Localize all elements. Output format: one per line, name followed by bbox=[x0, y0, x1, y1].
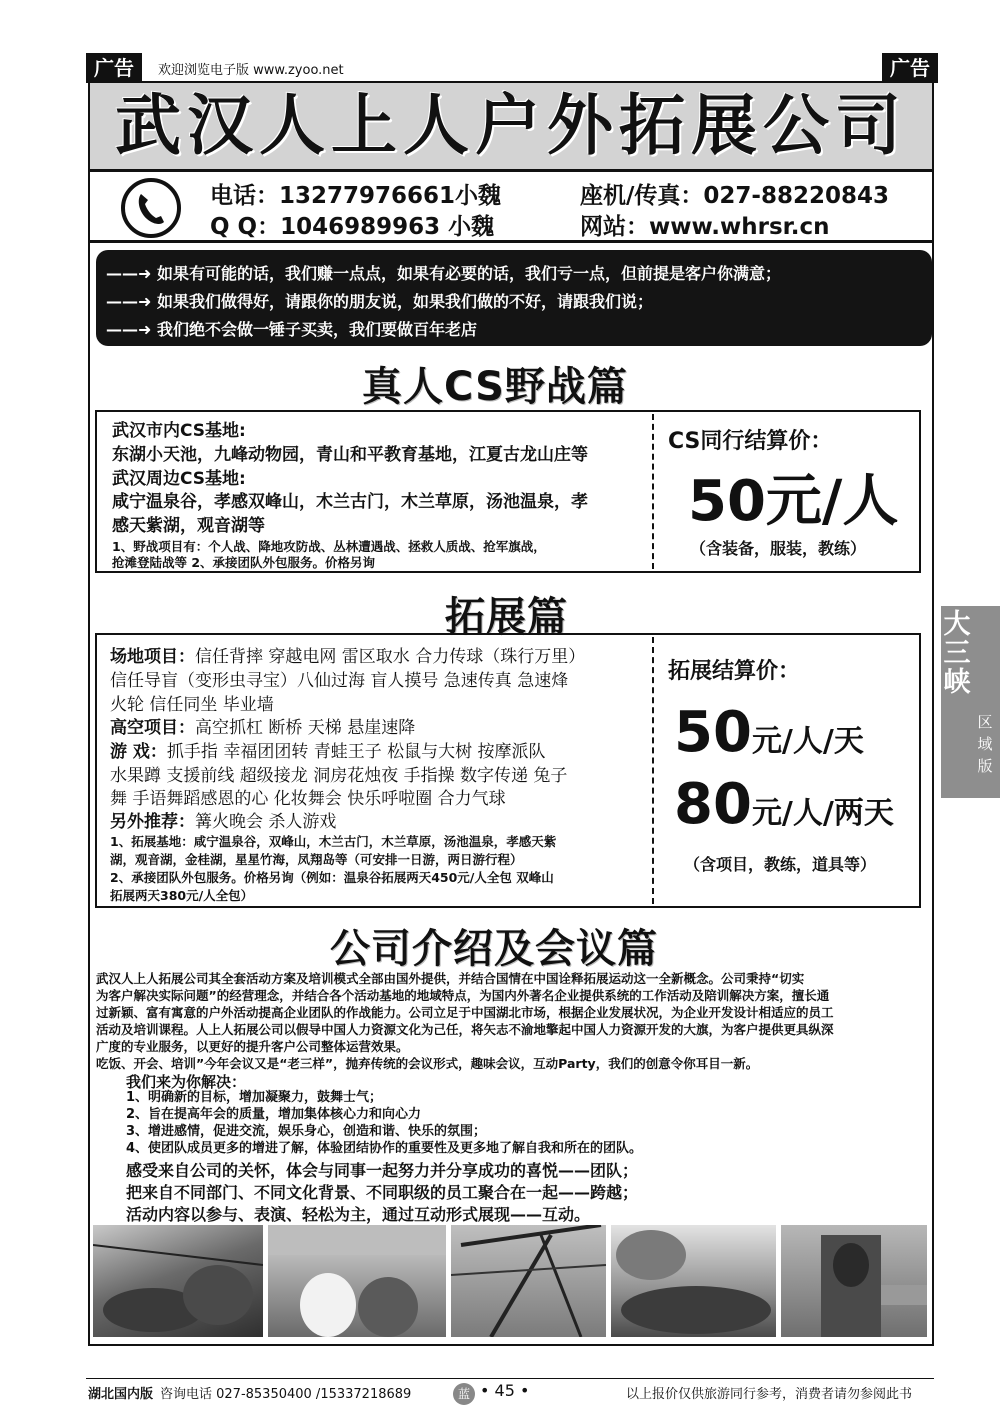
tuozhan-note-4: 拓展两天380元/人全包） bbox=[110, 888, 254, 903]
website-url: 网站：www.whrsr.cn bbox=[580, 214, 830, 240]
landline-number: 座机/传真：027-88220843 bbox=[580, 183, 889, 209]
intro-line-2: 为客户解决实际问题”的经营理念，并结合各个活动基地的地域特点，为国内外著名企业提供系统的工作活动及陪训解决方案，擅长通 bbox=[96, 988, 830, 1003]
qq-number: Q Q：1046989963 小魏 bbox=[210, 214, 495, 240]
solve-title: 我们来为你解决： bbox=[126, 1073, 247, 1091]
phone-number: 电话：13277976661小魏 bbox=[210, 183, 502, 209]
tuozhan-note-2: 湖，观音湖，金桂湖，星星竹海，凤翔岛等（可安排一日游，两日游行程） bbox=[110, 852, 523, 867]
solve-item-3: 3、增进感情，促进交流，娱乐身心，创造和谐、快乐的氛围； bbox=[126, 1124, 487, 1139]
solve-item-1: 1、明确新的目标，增加凝聚力，鼓舞士气； bbox=[126, 1090, 383, 1105]
tuozhan-line-4: 高空项目：高空抓杠 断桥 天梯 悬崖速降 bbox=[110, 718, 416, 738]
slogan-3: ——➜ 我们绝不会做一锤子买卖，我们要做百年老店 bbox=[106, 320, 477, 339]
cs-section-title: 真人CS野战篇 bbox=[362, 364, 628, 410]
closing-3: 活动内容以参与、表演、轻松为主，通过互动形式展现——互动。 bbox=[126, 1205, 591, 1224]
tuozhan-line-3: 火轮 信任同坐 毕业墙 bbox=[110, 695, 274, 715]
tuozhan-price-1: 50元/人/天 bbox=[674, 700, 864, 765]
phone-icon bbox=[120, 177, 182, 239]
solve-item-2: 2、旨在提高年会的质量，增加集体核心力和向心力 bbox=[126, 1107, 422, 1122]
cs-inner-label: 武汉市内CS基地: bbox=[112, 421, 246, 441]
intro-line-1: 武汉人上人拓展公司其全套活动方案及培训模式全部由国外提供，并结合国情在中国诠释拓展运动这一全新概念。公司秉持“切实 bbox=[96, 971, 805, 986]
closing-1: 感受来自公司的关怀，体会与同事一起努力并分享成功的喜悦——团队； bbox=[126, 1161, 639, 1180]
cs-note-1: 1、野战项目有：个人战、降地攻防战、丛林遭遇战、拯救人质战、抢军旗战， bbox=[112, 539, 546, 554]
side-brand: 大三峡 bbox=[943, 609, 971, 698]
page-badge-icon: 蓝 bbox=[453, 1383, 475, 1405]
tuozhan-note-1: 1、拓展基地：咸宁温泉谷，双峰山，木兰古门，木兰草原，汤池温泉，孝感天紫 bbox=[110, 834, 557, 849]
tuozhan-price-2: 80元/人/两天 bbox=[674, 772, 894, 837]
photo-wall bbox=[781, 1225, 927, 1337]
slogan-1: ——➜ 如果有可能的话，我们赚一点点，如果有必要的话，我们亏一点，但前提是客户你满意； bbox=[106, 264, 781, 283]
slogan-box bbox=[96, 250, 932, 346]
tuozhan-line-2: 信任导盲（变形虫寻宝）八仙过海 盲人摸号 急速传真 急速烽 bbox=[110, 671, 569, 691]
cs-inner-text: 东湖小天池，九峰动物园，青山和平教育基地，江夏古龙山庄等 bbox=[112, 445, 588, 465]
cs-price-note: （含装备，服装，教练） bbox=[690, 539, 867, 558]
contact-divider bbox=[90, 240, 932, 243]
intro-line-6: 吃饭、开会、培训”今年会议又是“老三样”，抛弃传统的会议形式，趣味会议，互动Party，我们的创意令你耳目一新。 bbox=[96, 1056, 759, 1071]
tuozhan-divider bbox=[652, 637, 654, 904]
cs-outer-label: 武汉周边CS基地: bbox=[112, 469, 246, 489]
closing-2: 把来自不同部门、不同文化背景、不同职级的员工聚合在一起——跨越； bbox=[126, 1183, 639, 1202]
intro-line-4: 活动及培训课程。人上人拓展公司以假导中国人力资源文化为己任，将矢志不渝地擎起中国人力资源开发的大旗，为客户提供更具纵深 bbox=[96, 1022, 834, 1037]
company-name: 武汉人上人户外拓展公司 bbox=[115, 87, 907, 164]
tuozhan-line-7: 舞 手语舞蹈感恩的心 化妆舞会 快乐呼啦圈 合力气球 bbox=[110, 789, 506, 809]
cs-note-2: 抢滩登陆战等 2、承接团队外包服务。价格另询 bbox=[112, 555, 376, 570]
side-edition: 区 域 版 bbox=[977, 713, 993, 775]
welcome-text: 欢迎浏览电子版 www.zyoo.net bbox=[158, 63, 344, 78]
footer-edition: 湖北国内版 bbox=[88, 1387, 154, 1402]
footer-hotline: 咨询电话 027-85350400 /15337218689 bbox=[160, 1387, 412, 1402]
cs-price-label: CS同行结算价： bbox=[668, 429, 833, 454]
intro-line-3: 过新颖、富有寓意的户外活动提高企业团队的作战能力。公司立足于中国湖北市场，根据企业发展状况，为企业开发设计相适应的员工 bbox=[96, 1005, 834, 1020]
cs-outer-text-2: 感天紫湖，观音湖等 bbox=[112, 516, 265, 536]
solve-item-4: 4、使团队成员更多的增进了解，体验团结协作的重要性及更多地了解自我和所在的团队。 bbox=[126, 1141, 643, 1156]
footer-rule bbox=[86, 1378, 934, 1379]
footer-disclaimer: 以上报价仅供旅游同行参考，消费者请勿参阅此书 bbox=[626, 1387, 913, 1402]
cs-outer-text-1: 咸宁温泉谷，孝感双峰山，木兰古门，木兰草原，汤池温泉，孝 bbox=[112, 492, 588, 512]
photo-team-1 bbox=[93, 1225, 263, 1337]
tuozhan-note-3: 2、承接团队外包服务。价格另询（例如：温泉谷拓展两天450元/人全包 双峰山 bbox=[110, 870, 554, 885]
slogan-2: ——➜ 如果我们做得好，请跟你的朋友说，如果我们做的不好，请跟我们说； bbox=[106, 292, 653, 311]
tuozhan-line-5: 游 戏：抓手指 幸福团团转 青蛙王子 松鼠与大树 按摩派队 bbox=[110, 742, 546, 762]
side-edition-tab bbox=[941, 606, 1000, 798]
photo-high-ropes bbox=[451, 1225, 606, 1337]
photo-team-2 bbox=[268, 1225, 446, 1337]
ad-tag-right: 广告 bbox=[882, 53, 938, 83]
intro-section-title: 公司介绍及会议篇 bbox=[330, 926, 658, 972]
title-bar bbox=[90, 83, 932, 172]
tuozhan-price-label: 拓展结算价： bbox=[668, 659, 801, 684]
tuozhan-line-1: 场地项目：信任背摔 穿越电网 雷区取水 合力传球（珠行万里） bbox=[110, 647, 586, 667]
ad-tag-left: 广告 bbox=[86, 53, 142, 83]
tuozhan-section-title: 拓展篇 bbox=[445, 594, 568, 640]
tuozhan-line-6: 水果蹲 支援前线 超级接龙 洞房花烛夜 手指操 数字传递 兔子 bbox=[110, 766, 568, 786]
page-number: • 45 • bbox=[480, 1381, 530, 1400]
intro-line-5: 广度的专业服务，以更好的提升客户公司整体运营效果。 bbox=[96, 1039, 409, 1054]
cs-divider bbox=[652, 414, 654, 569]
cs-price: 50元/人 bbox=[688, 469, 899, 534]
tuozhan-price-note: （含项目，教练，道具等） bbox=[684, 855, 877, 874]
tuozhan-line-8: 另外推荐：篝火晚会 杀人游戏 bbox=[110, 812, 337, 832]
photo-cs-group bbox=[611, 1225, 776, 1337]
